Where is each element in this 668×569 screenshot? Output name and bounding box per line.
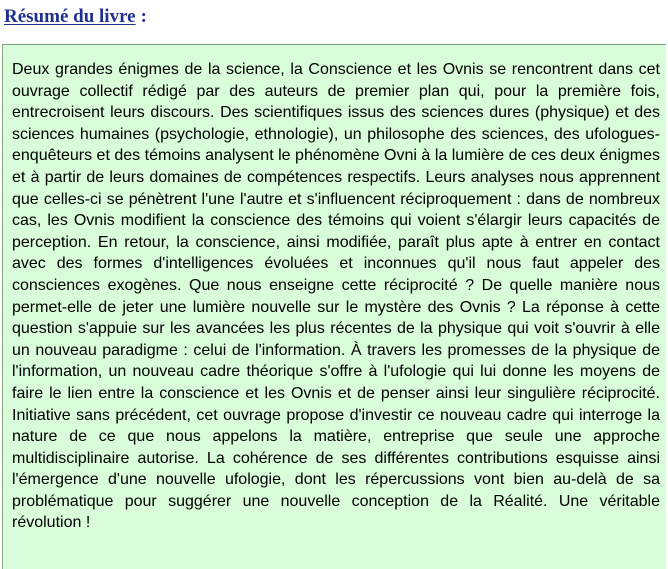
summary-text: Deux grandes énigmes de la science, la Conscience et les Ovnis se rencontrent dans cet ouvrage collectif rédigé par des auteurs de premier plan qui, pour la première fois, entrecroisent leurs discours. Des scientifiques issus des sciences dures (physique) et des sciences humaines (psychologie, ethnologie), un philosophe des sciences, des ufologues-enquêteurs et des témoins analysent le phénomène Ovni à la lumière de ces deux énigmes et à partir de leurs domaines de compétences respectifs. Leurs analyses nous apprennent que celles-ci se pénètrent l'une l'autre et s'influencent réciproquement : dans de nombreux cas, les Ovnis modifient la conscience des témoins qui voient s'élargir leurs capacités de perception. En retour, la conscience, ainsi modifiée, paraît plus apte à entrer en contact avec des formes d'intelligences évoluées et inconnues qu'il nous faut appeler des consciences exogènes. Que nous enseigne cette réciprocité ? De quelle manière nous permet-elle de jeter une lumière nouvelle sur le mystère des Ovnis ? La réponse à cette question s'appuie sur les avancées les plus récentes de la physique qui voit s'ouvrir à elle un nouveau paradigme : celui de l'information. À travers les promesses de la physique de l'information, un nouveau cadre théorique s'offre à l'ufologie qui lui donne les moyens de faire le lien entre la conscience et les Ovnis et de penser ainsi leur singulière réciprocité. Initiative sans précédent, cet ouvrage propose d'investir ce nouveau cadre qui interroge la nature de ce que nous appelons la matière, entreprise que seule une approche multidisciplinaire autorise. La cohérence de ses différentes contributions esquisse ainsi l'émergence d'une nouvelle ufologie, dont les répercussions vont bien au-delà de sa problématique pour suggérer une nouvelle conception de la Réalité. Une véritable révolution ! xyxy=(12,61,660,532)
summary-title: Résumé du livre xyxy=(4,6,136,27)
summary-header xyxy=(4,6,147,32)
title-colon: : xyxy=(140,6,147,27)
summary-box xyxy=(2,44,666,569)
